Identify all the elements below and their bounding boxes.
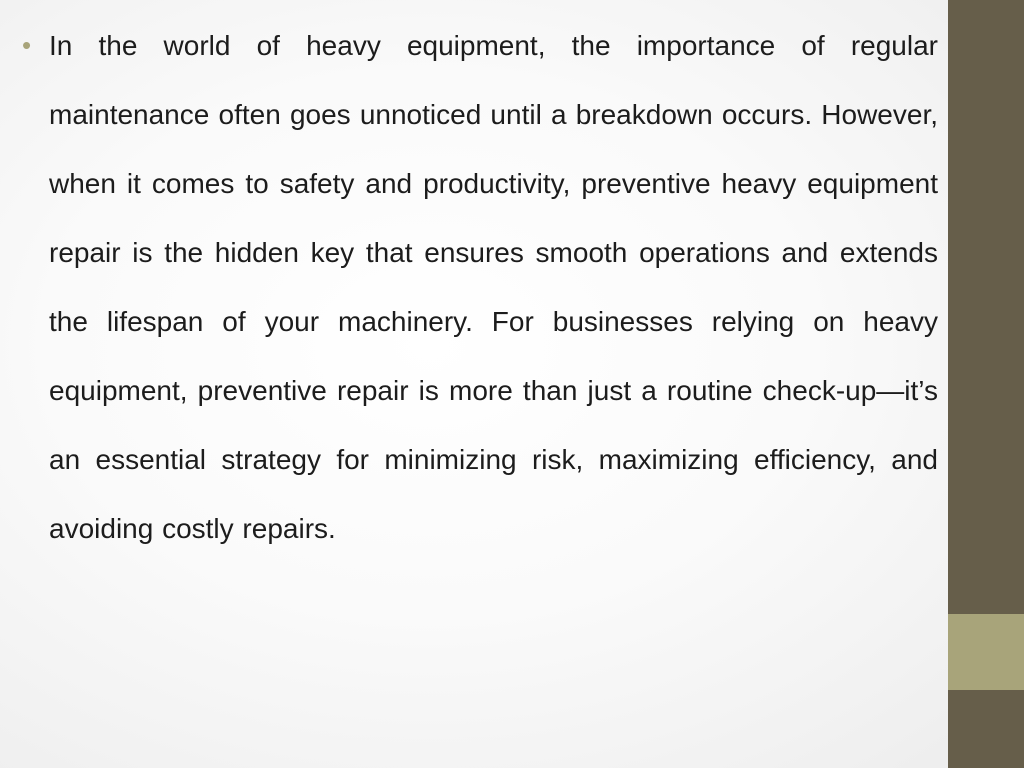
bullet-item xyxy=(22,11,938,563)
sidebar-accent-block xyxy=(948,614,1024,690)
bullet-icon: • xyxy=(22,30,32,60)
decorative-sidebar xyxy=(948,0,1024,768)
body-paragraph: In the world of heavy equipment, the importance of regular maintenance often goes unnoticed until a breakdown occurs. However, when it comes to safety and productivity, preventive heavy equipment repair is the hidden key that ensures smooth operations and extends the lifespan of your machinery. For businesses relying on heavy equipment, preventive repair is more than just a routine check-up—it’s an essential strategy for minimizing risk, maximizing efficiency, and avoiding costly repairs. xyxy=(49,30,938,544)
slide-content xyxy=(22,11,938,563)
